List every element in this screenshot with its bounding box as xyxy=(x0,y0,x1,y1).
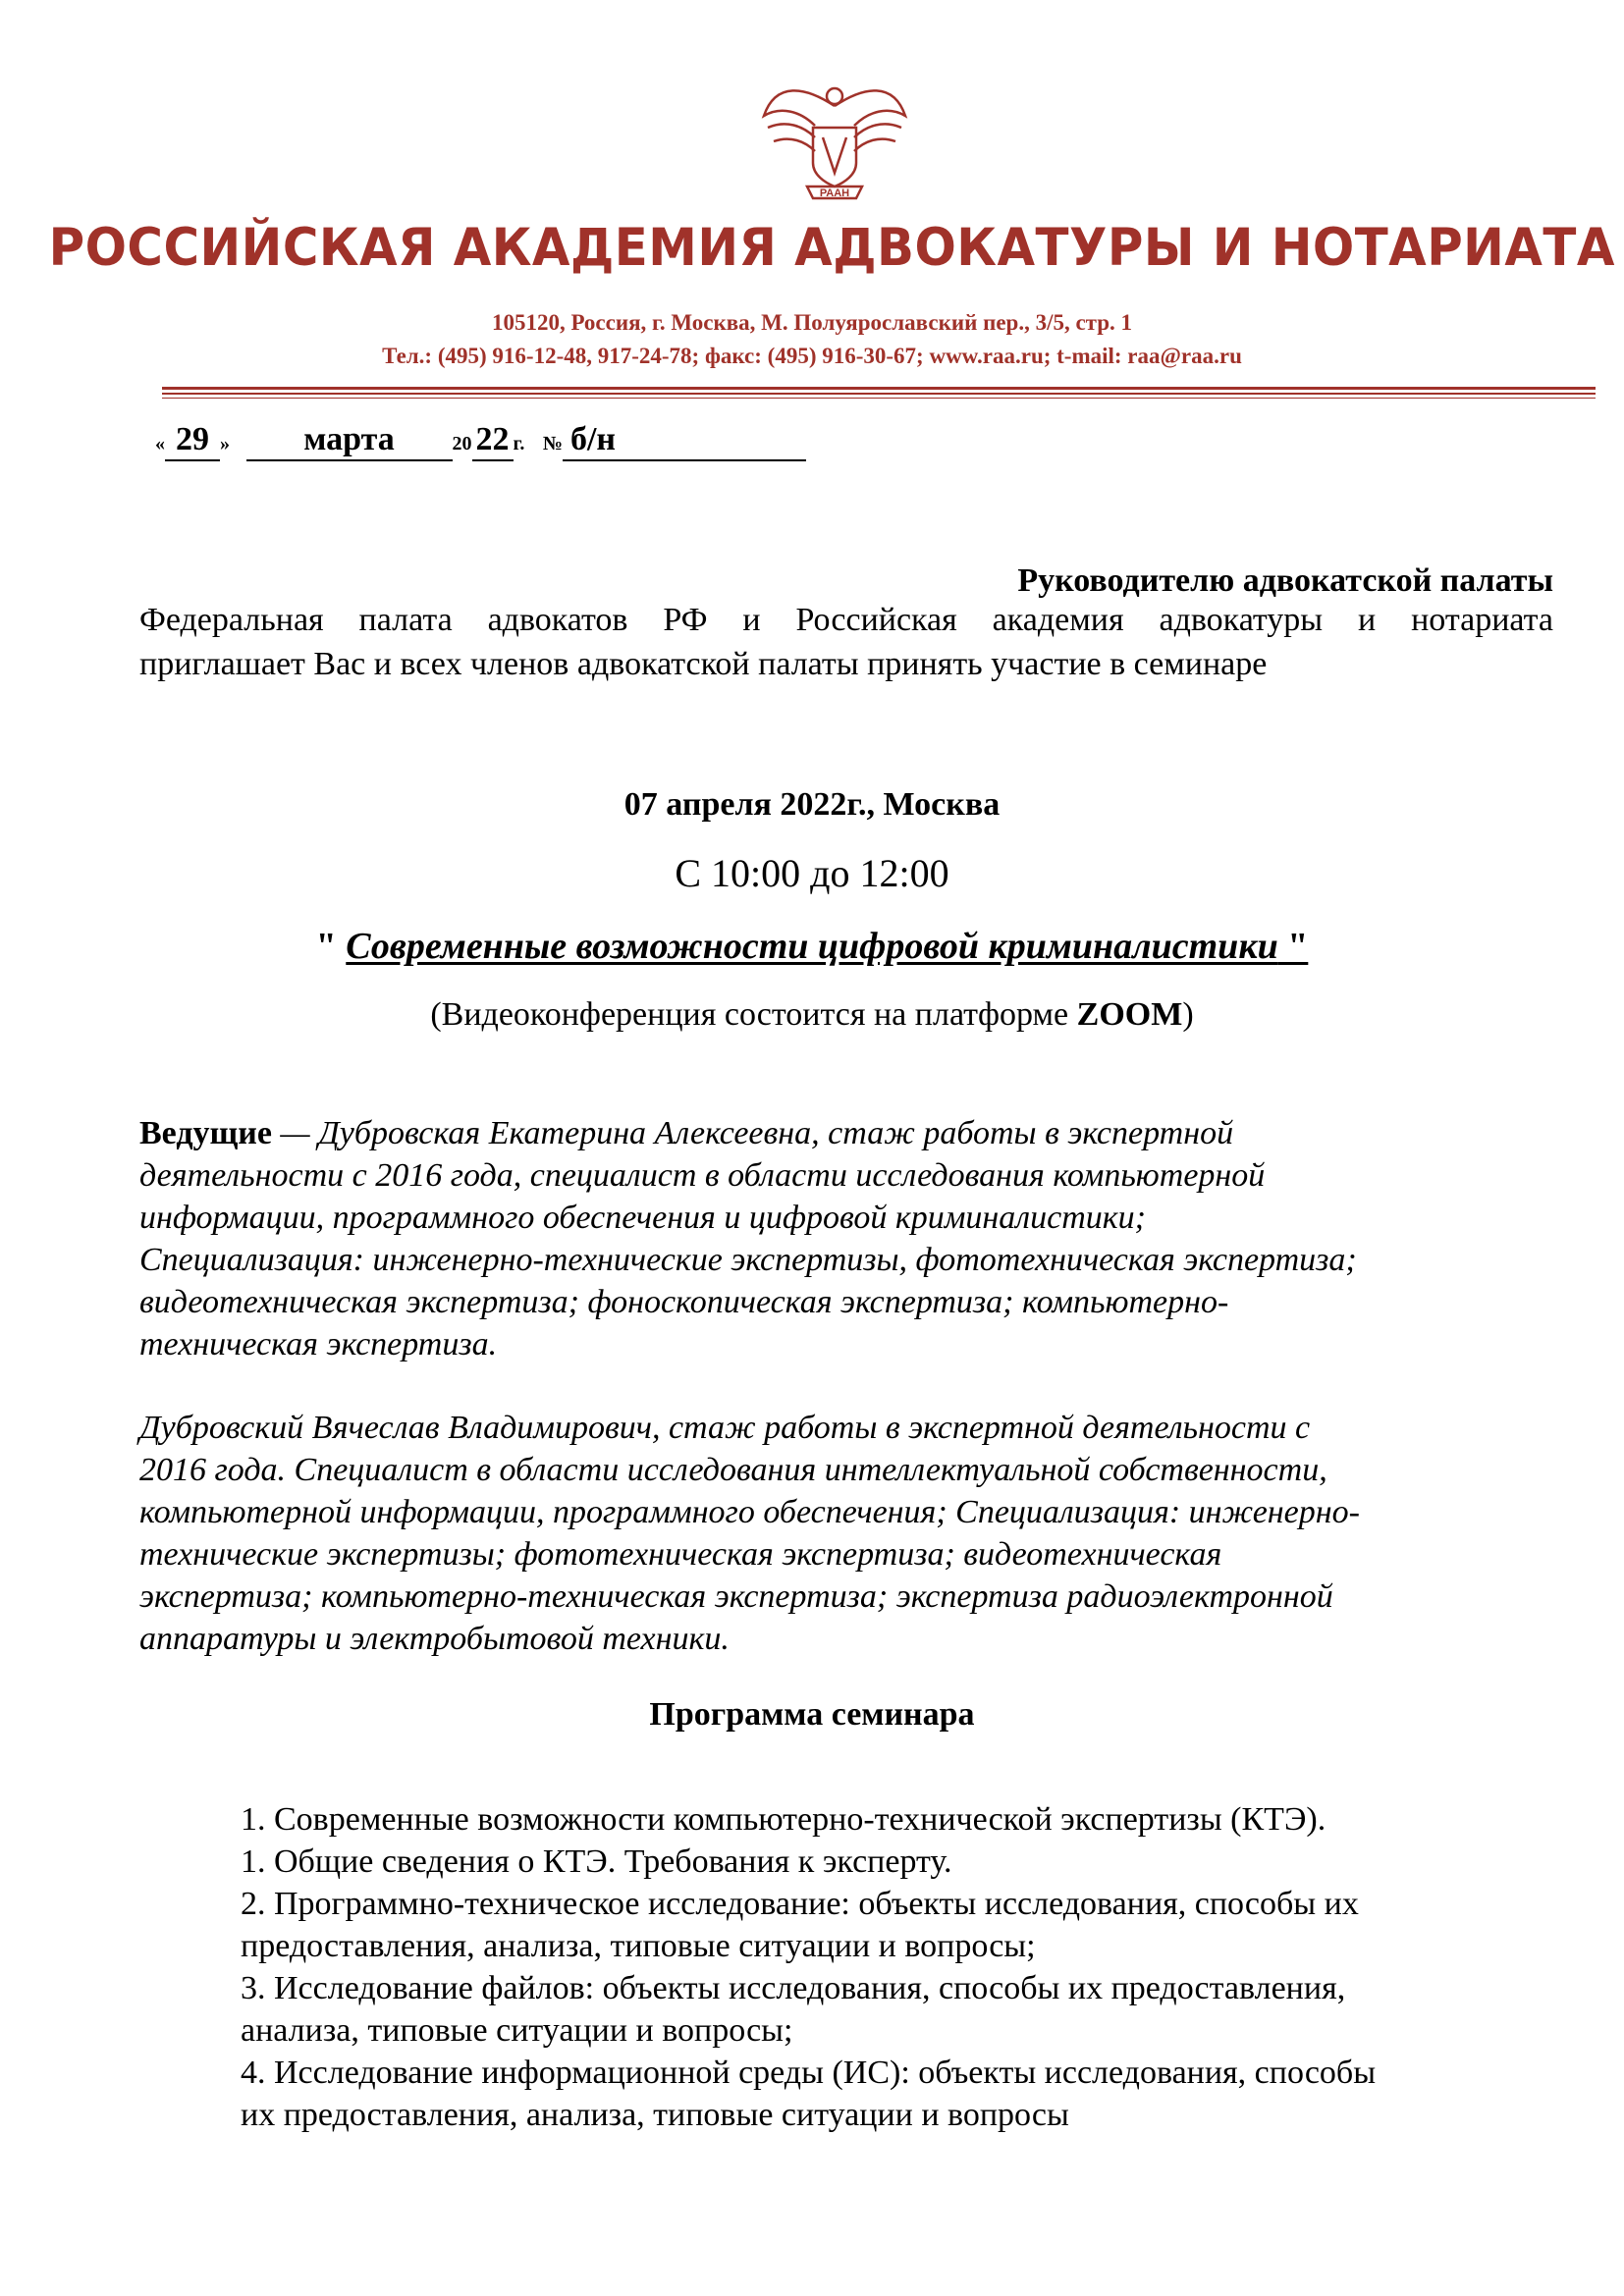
host2-line: компьютерной информации, программного обеспечения; Специализация: инженерно- xyxy=(139,1494,1360,1530)
organization-name: РОССИЙСКАЯ АКАДЕМИЯ АДВОКАТУРЫ И НОТАРИАТА xyxy=(48,218,1615,278)
program-line: 1. Общие сведения о КТЭ. Требования к эксперту. xyxy=(241,1843,952,1880)
intro-line-1: Федеральная палата адвокатов РФ и Российская академия адвокатуры и нотариата xyxy=(139,602,1553,638)
program-line: 2. Программно-техническое исследование: объекты исследования, способы их xyxy=(241,1886,1359,1922)
addressee: Руководителю адвокатской палаты xyxy=(1017,562,1553,599)
host2-line: аппаратуры и электробытовой техники. xyxy=(139,1621,730,1657)
program-line: предоставления, анализа, типовые ситуации и вопросы; xyxy=(241,1928,1036,1964)
program-line: 1. Современные возможности компьютерно-технической экспертизы (КТЭ). xyxy=(241,1801,1326,1838)
date-month: марта xyxy=(246,420,453,461)
event-title-text: Современные возможности цифровой криминалистики xyxy=(346,926,1278,967)
program-line: 4. Исследование информационной среды (ИС): объекты исследования, способы xyxy=(241,2055,1377,2091)
date-year: 22 xyxy=(472,420,514,461)
host1-line: деятельности с 2016 года, специалист в области исследования компьютерной xyxy=(139,1157,1266,1194)
date-year-suffix: г. xyxy=(513,433,525,454)
platform-name: ZOOM xyxy=(1076,996,1183,1033)
program-line: анализа, типовые ситуации и вопросы; xyxy=(241,2012,793,2049)
host2-line: технические экспертизы; фототехническая экспертиза; видеотехническая xyxy=(139,1536,1222,1573)
raan-emblem-logo xyxy=(746,77,923,202)
event-date: 07 апреля 2022г., Москва xyxy=(623,786,1001,823)
host1-line: Специализация: инженерно-технические экспертизы, фототехническая экспертиза; xyxy=(139,1242,1357,1278)
host1-line: информации, программного обеспечения и цифровой криминалистики; xyxy=(139,1200,1146,1236)
host1-line xyxy=(139,1112,1233,1154)
event-title xyxy=(0,923,1624,970)
host2-line: 2016 года. Специалист в области исследования интеллектуальной собственности, xyxy=(139,1452,1327,1488)
document-number: б/н xyxy=(563,420,806,461)
host1-line: видеотехническая экспертиза; фоноскопическая экспертиза; компьютерно- xyxy=(139,1284,1229,1320)
event-title-close-quote: " xyxy=(1277,926,1309,967)
letterhead-rule-top xyxy=(162,387,1596,390)
host2-line: экспертиза; компьютерно-техническая экспертиза; экспертиза радиоэлектронной xyxy=(139,1578,1333,1615)
date-day: 29 xyxy=(165,420,220,461)
date-open-quote: « xyxy=(155,433,165,454)
event-platform xyxy=(0,993,1624,1036)
platform-suffix: ) xyxy=(1182,996,1194,1033)
host1-line-text: — Дубровская Екатерина Алексеевна, стаж работы в экспертной xyxy=(271,1115,1234,1151)
host1-line: техническая экспертиза. xyxy=(139,1326,498,1362)
svg-text:РААН: РААН xyxy=(819,187,850,199)
event-time: С 10:00 до 12:00 xyxy=(675,851,949,895)
intro-line-2: приглашает Вас и всех членов адвокатской палаты принять участие в семинаре xyxy=(139,646,1268,682)
hosts-label: Ведущие xyxy=(139,1115,272,1151)
number-sign: № xyxy=(542,433,563,454)
organization-address: 105120, Россия, г. Москва, М. Полуярославский пер., 3/5, стр. 1 xyxy=(491,310,1133,335)
document-date-line xyxy=(155,420,806,461)
letterhead-rule-bottom xyxy=(162,398,1596,399)
program-title: Программа семинара xyxy=(649,1696,975,1733)
letterhead-rule-middle xyxy=(162,393,1596,395)
platform-prefix: (Видеоконференция состоится на платформе xyxy=(430,996,1077,1033)
host2-line: Дубровский Вячеслав Владимирович, стаж работы в экспертной деятельности с xyxy=(139,1410,1311,1446)
organization-contacts: Тел.: (495) 916-12-48, 917-24-78; факс: (495) 916-30-67; www.raa.ru; t-mail: raa@raa.ru xyxy=(382,344,1242,368)
program-line: 3. Исследование файлов: объекты исследования, способы их предоставления, xyxy=(241,1970,1346,2006)
date-century: 20 xyxy=(452,433,472,454)
event-title-open-quote: " xyxy=(315,926,347,967)
program-line: их предоставления, анализа, типовые ситуации и вопросы xyxy=(241,2097,1069,2133)
date-close-quote: » xyxy=(220,433,230,454)
